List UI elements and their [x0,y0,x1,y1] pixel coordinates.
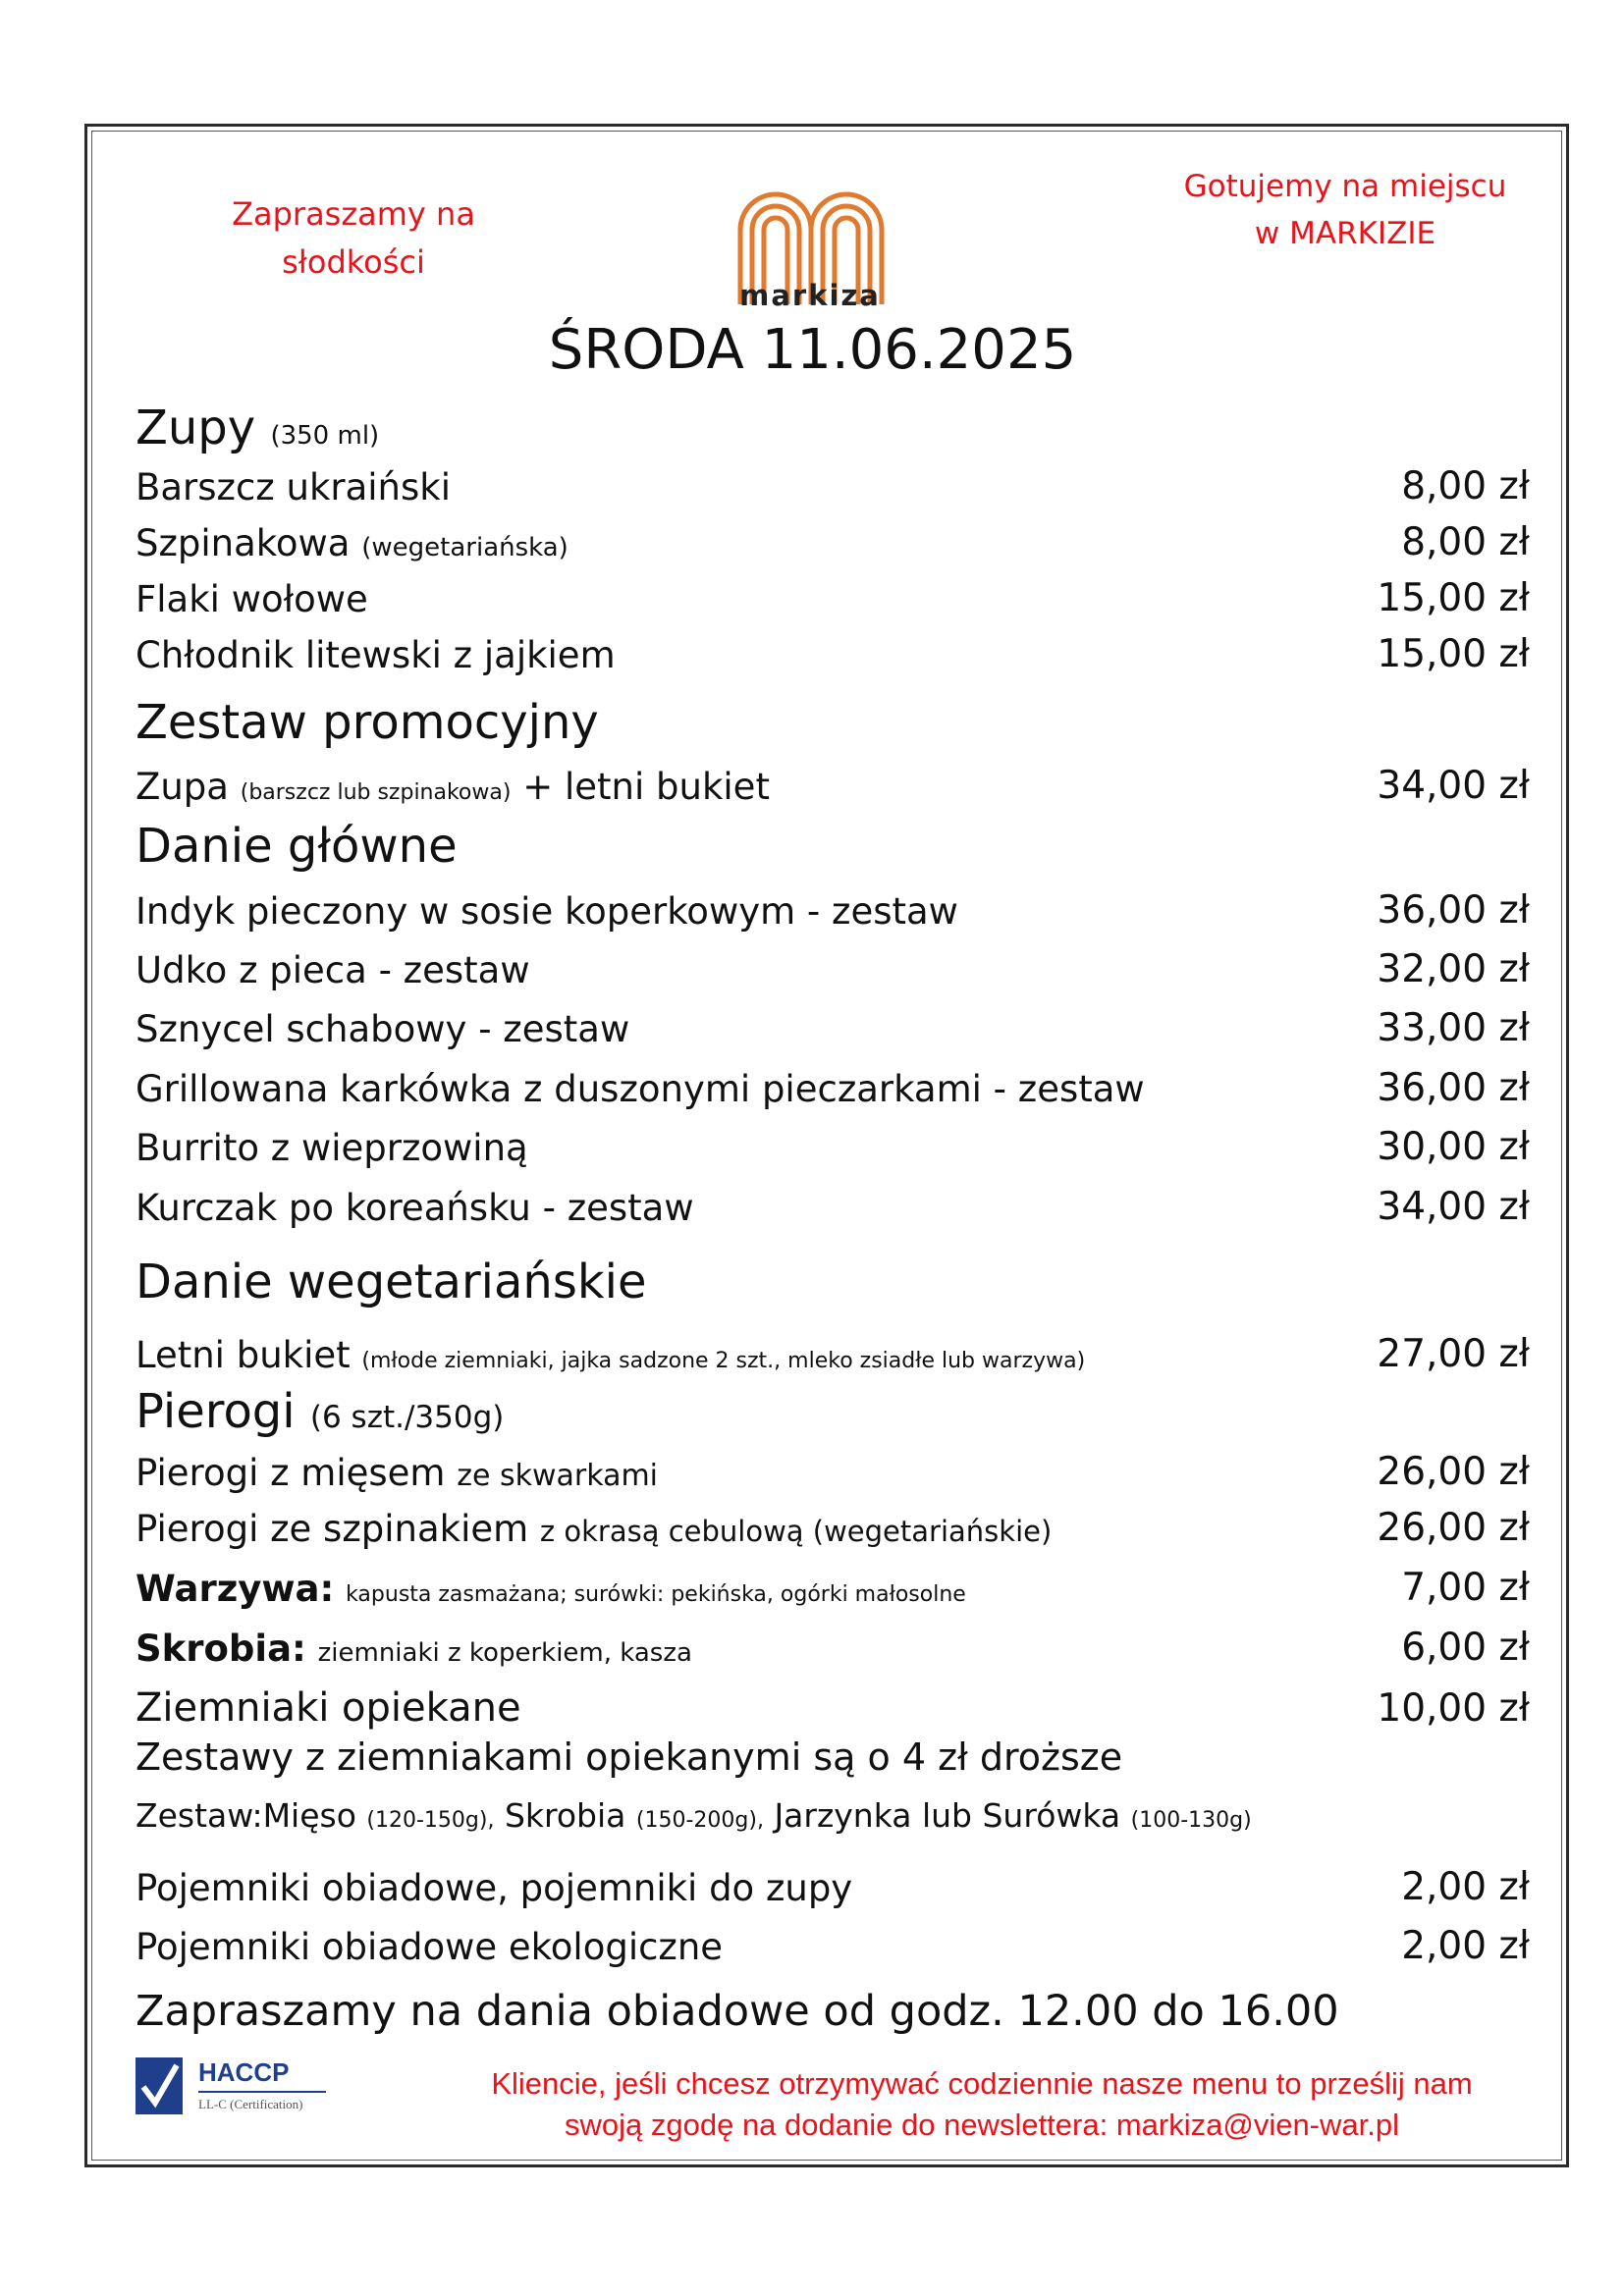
item-name: Pojemniki obiadowe ekologiczne [135,1926,724,1968]
item-name [135,1334,1085,1376]
item-name: Indyk pieczony w sosie koperkowym - zestaw [135,890,958,933]
section-mains-title: Danie główne [135,819,458,874]
menu-item [135,1919,1530,1974]
item-name [135,522,568,564]
item-note: (wegetariańska) [361,533,568,562]
newsletter-line-2: swoją zgodę na dodanie do newslettera: markiza@vien-war.pl [565,2108,1399,2142]
haccp-divider [198,2091,326,2093]
item-name-text: Zupa [135,766,229,808]
roasted-potatoes-info: Zestawy z ziemniakami opiekanymi są o 4 zł droższe [135,1735,1123,1779]
item-name-text: Pierogi z mięsem [135,1452,446,1494]
section-promo-set-title: Zestaw promocyjny [135,695,599,750]
item-price: 30,00 zł [1377,1125,1530,1169]
sweets-promo-line-2: słodkości [282,243,425,281]
menu-item [135,459,1530,514]
cooking-promo [1139,163,1551,257]
pierogi-title: Pierogi [135,1384,296,1439]
menu-item [135,1327,1530,1382]
item-name-text: Szpinakowa [135,522,351,564]
item-price: 6,00 zł [1401,1626,1530,1670]
newsletter-note [422,2063,1542,2146]
item-name [135,1452,658,1494]
item-price: 32,00 zł [1377,947,1530,991]
item-price: 27,00 zł [1377,1332,1530,1376]
haccp-subtitle: LL-C (Certification) [198,2097,303,2111]
menu-item [135,627,1530,682]
menu-item [135,1501,1530,1556]
item-price: 7,00 zł [1401,1566,1530,1610]
item-price: 8,00 zł [1401,464,1530,508]
item-name: Kurczak po koreańsku - zestaw [135,1187,694,1229]
set-starch-note: (150-200g), [635,1808,764,1833]
logo-wordmark: markiza [739,279,881,312]
section-pierogi-title [135,1384,504,1439]
menu-item [135,942,1530,997]
item-price: 15,00 zł [1377,632,1530,676]
set-meat: Zestaw:Mięso [135,1796,356,1835]
menu-item [135,1120,1530,1175]
day-title: ŚRODA 11.06.2025 [548,318,1077,382]
item-name-text: Letni bukiet [135,1334,351,1376]
item-name: Udko z pieca - zestaw [135,949,530,991]
item-name [135,1508,1052,1550]
pierogi-portion-note: (6 szt./350g) [309,1400,505,1435]
item-name: Sznycel schabowy - zestaw [135,1008,630,1050]
menu-item [135,1621,1530,1676]
set-veg: Jarzynka lub Surówka [774,1796,1121,1835]
newsletter-line-1: Kliencie, jeśli chcesz otrzymywać codziennie nasze menu to prześlij nam [491,2066,1473,2101]
item-name: Barszcz ukraiński [135,466,451,508]
item-note: z okrasą cebulową (wegetariańskie) [539,1515,1053,1548]
item-name: Chłodnik litewski z jajkiem [135,634,616,676]
soups-volume-note: (350 ml) [270,421,380,451]
item-note: kapusta zasmażana; surówki: pekińska, ogórki małosolne [346,1582,966,1607]
menu-item [135,1860,1530,1915]
item-price: 15,00 zł [1377,576,1530,620]
item-note: (młode ziemniaki, jajka sadzone 2 szt., mleko zsiadłe lub warzywa) [361,1349,1086,1373]
haccp-check-icon [134,2056,185,2116]
item-price: 8,00 zł [1401,520,1530,564]
item-name: Burrito z wieprzowiną [135,1127,528,1169]
item-name: Ziemniaki opiekane [135,1685,521,1731]
item-price: 26,00 zł [1377,1450,1530,1494]
menu-item [135,571,1530,626]
menu-item [135,1445,1530,1500]
menu-item [135,1180,1530,1235]
menu-item [135,1561,1530,1616]
starch-label: Skrobia: [135,1628,306,1670]
item-price: 26,00 zł [1377,1506,1530,1550]
menu-item [135,883,1530,938]
item-price: 36,00 zł [1377,888,1530,933]
set-starch: Skrobia [504,1796,626,1835]
item-note: ziemniaki z koperkiem, kasza [317,1638,692,1668]
sweets-promo-line-1: Zapraszamy na [232,195,475,233]
item-price: 2,00 zł [1401,1924,1530,1968]
menu-item [135,759,1530,814]
item-note: ze skwarkami [457,1459,659,1493]
cooking-promo-line-1: Gotujemy na miejscu [1183,169,1507,204]
item-price: 34,00 zł [1377,764,1530,808]
haccp-title: HACCP [198,2057,290,2087]
item-name-text: Pierogi ze szpinakiem [135,1508,529,1550]
item-name: Grillowana karkówka z duszonymi pieczarkami - zestaw [135,1068,1145,1110]
item-note: (barszcz lub szpinakowa) [240,780,512,805]
item-name: Pojemniki obiadowe, pojemniki do zupy [135,1867,853,1909]
item-price: 36,00 zł [1377,1066,1530,1110]
menu-item [135,1001,1530,1056]
set-meat-note: (120-150g), [366,1808,495,1833]
item-price: 34,00 zł [1377,1185,1530,1229]
set-composition-info [135,1796,1252,1835]
item-name: Flaki wołowe [135,578,368,620]
item-name [135,1628,692,1670]
item-price: 10,00 zł [1377,1686,1530,1731]
soups-title: Zupy [135,400,256,455]
haccp-badge [134,2056,350,2124]
opening-hours: Zapraszamy na dania obiadowe od godz. 12.00 do 16.00 [135,1987,1339,2036]
vegetables-label: Warzywa: [135,1568,335,1610]
cooking-promo-line-2: w MARKIZIE [1254,216,1436,251]
section-vegetarian-title: Danie wegetariańskie [135,1255,647,1309]
set-veg-note: (100-130g) [1130,1808,1252,1833]
menu-item [135,1061,1530,1116]
item-name [135,1568,966,1610]
item-price: 2,00 zł [1401,1865,1530,1909]
item-name [135,766,770,808]
menu-item [135,1682,1530,1736]
menu-item [135,515,1530,570]
section-soups-title [135,400,379,455]
item-price: 33,00 zł [1377,1006,1530,1050]
sweets-promo [196,190,511,287]
item-name-rest: + letni bukiet [522,766,770,808]
